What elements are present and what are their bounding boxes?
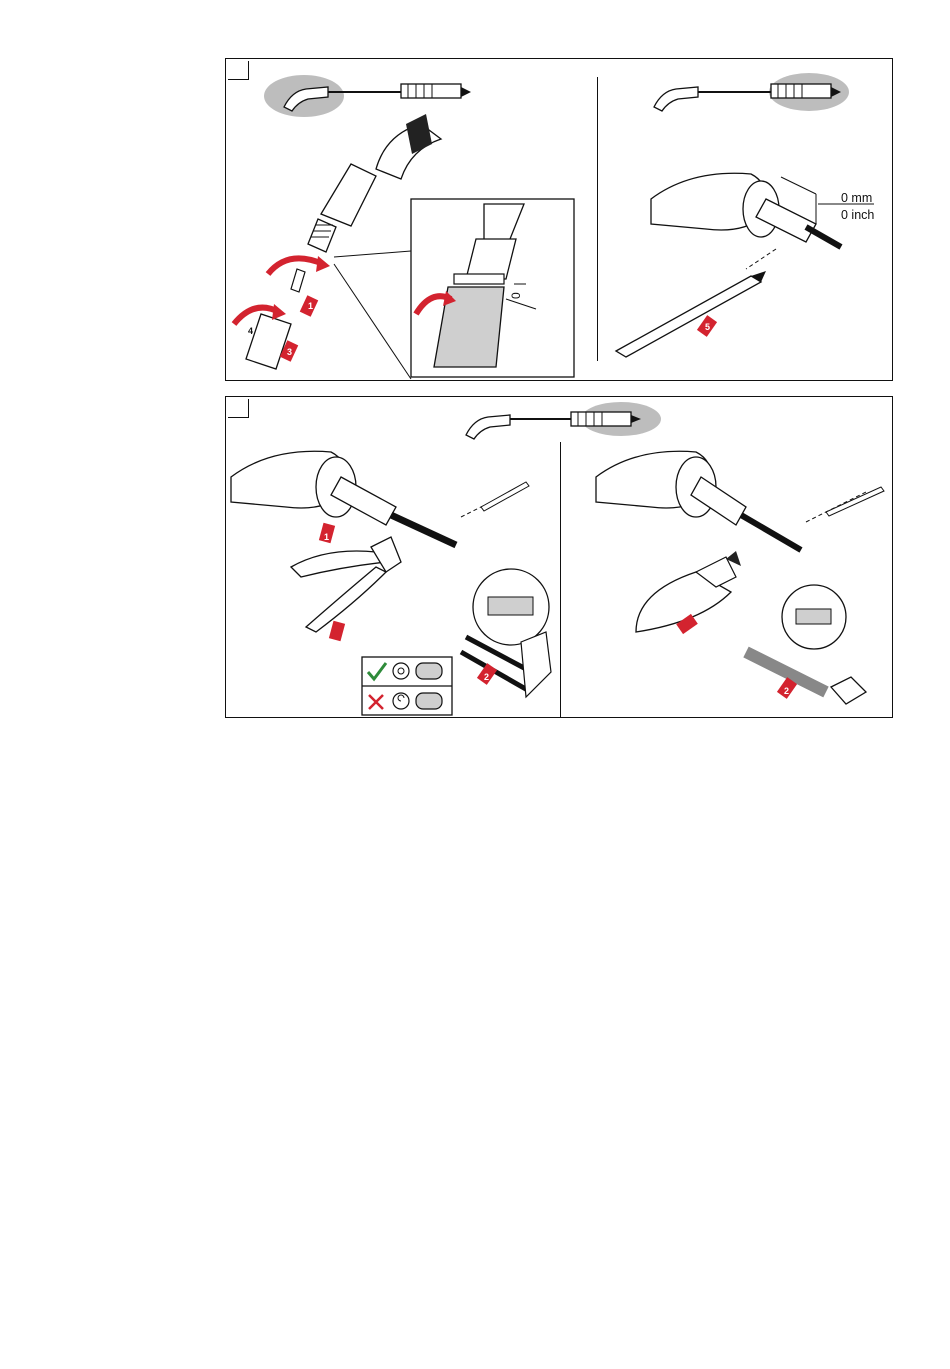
step-badge: 2 — [784, 686, 790, 696]
push-arrow-icon — [329, 621, 345, 641]
step-badge: 1 — [324, 532, 330, 542]
step-badge: 5 — [705, 322, 711, 332]
rotate-arrow-icon — [234, 256, 330, 324]
measure-inch-label: 0 inch — [841, 208, 875, 222]
step-badge: 2 — [484, 672, 490, 682]
torch-icon — [654, 73, 849, 111]
pencil-icon — [616, 271, 766, 357]
figure-1-illustration — [226, 59, 894, 382]
sharpener-icon — [831, 677, 866, 704]
figure-2-illustration — [226, 397, 894, 719]
step-badge: 4 — [248, 326, 254, 336]
pliers-icon — [291, 537, 401, 632]
measure-mm-label: 0 mm — [841, 191, 873, 205]
figure-2-panel — [225, 396, 893, 718]
figure-1-panel — [225, 58, 893, 381]
gap-label: 0 — [509, 292, 523, 299]
step-badge: 3 — [287, 347, 293, 357]
torch-icon — [264, 75, 471, 117]
torch-icon — [466, 402, 661, 439]
step-badge: 1 — [308, 301, 314, 311]
